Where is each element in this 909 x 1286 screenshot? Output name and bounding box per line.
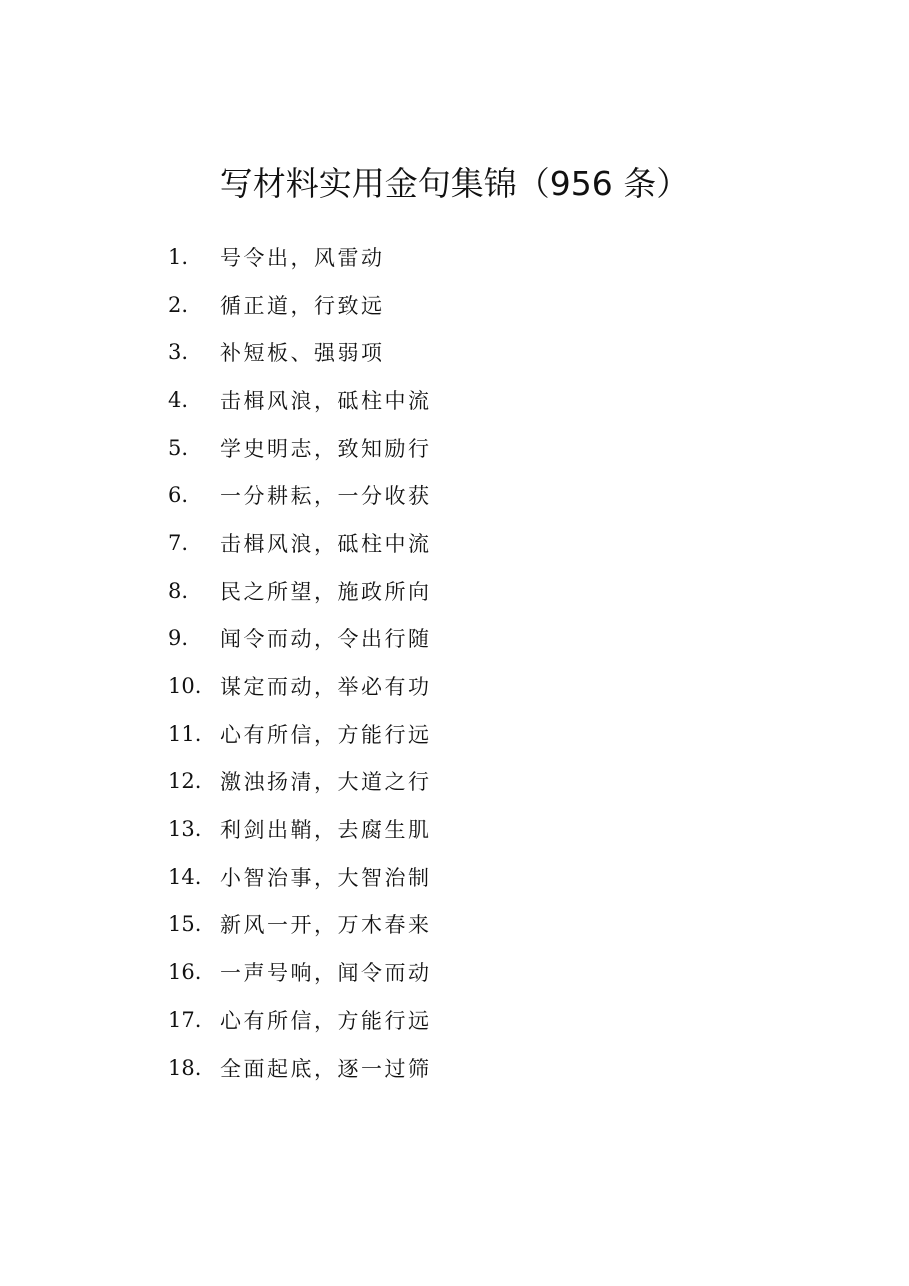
list-item xyxy=(168,662,728,710)
item-text: 循正道，行致远 xyxy=(220,293,385,318)
item-number: 6. xyxy=(168,483,189,508)
item-number: 15. xyxy=(168,912,202,937)
list-item xyxy=(168,710,728,758)
item-number: 1. xyxy=(168,244,189,269)
item-text: 全面起底，逐一过筛 xyxy=(220,1056,432,1081)
item-text: 利剑出鞘，去腐生肌 xyxy=(220,818,432,843)
item-number: 7. xyxy=(168,530,189,555)
list-item xyxy=(168,471,728,519)
item-text: 谋定而动，举必有功 xyxy=(220,675,432,700)
item-text: 激浊扬清，大道之行 xyxy=(220,770,432,795)
item-text: 号令出，风雷动 xyxy=(220,245,385,270)
item-number: 12. xyxy=(168,769,202,794)
list-item xyxy=(168,424,728,472)
item-number: 9. xyxy=(168,626,189,651)
list-item xyxy=(168,805,728,853)
item-number: 5. xyxy=(168,435,189,460)
item-text: 一分耕耘，一分收获 xyxy=(220,484,432,509)
list-item xyxy=(168,281,728,329)
item-number: 16. xyxy=(168,960,202,985)
list-item xyxy=(168,948,728,996)
item-text: 击楫风浪，砥柱中流 xyxy=(220,531,432,556)
document-title: 写材料实用金句集锦（956 条） xyxy=(219,164,690,203)
item-number: 3. xyxy=(168,340,189,365)
item-text: 闻令而动，令出行随 xyxy=(220,627,432,652)
list-item xyxy=(168,996,728,1044)
item-number: 10. xyxy=(168,674,202,699)
item-number: 18. xyxy=(168,1055,202,1080)
list-item xyxy=(168,853,728,901)
item-text: 一声号响，闻令而动 xyxy=(220,961,432,986)
item-number: 11. xyxy=(168,721,202,746)
list-item xyxy=(168,328,728,376)
item-number: 14. xyxy=(168,864,202,889)
list-item xyxy=(168,567,728,615)
item-text: 击楫风浪，砥柱中流 xyxy=(220,388,432,413)
list-item xyxy=(168,376,728,424)
item-text: 民之所望，施政所向 xyxy=(220,579,432,604)
list-item xyxy=(168,758,728,806)
item-number: 17. xyxy=(168,1007,202,1032)
item-text: 小智治事，大智治制 xyxy=(220,865,432,890)
item-text: 新风一开，万木春来 xyxy=(220,913,432,938)
item-text: 补短板、强弱项 xyxy=(220,341,385,366)
item-number: 13. xyxy=(168,817,202,842)
list-item xyxy=(168,615,728,663)
item-number: 8. xyxy=(168,578,189,603)
item-text: 心有所信，方能行远 xyxy=(220,1008,432,1033)
item-text: 心有所信，方能行远 xyxy=(220,722,432,747)
item-number: 4. xyxy=(168,387,189,412)
quote-list xyxy=(168,233,728,1091)
list-item xyxy=(168,1044,728,1092)
list-item xyxy=(168,233,728,281)
list-item xyxy=(168,519,728,567)
item-text: 学史明志，致知励行 xyxy=(220,436,432,461)
list-item xyxy=(168,901,728,949)
item-number: 2. xyxy=(168,292,189,317)
